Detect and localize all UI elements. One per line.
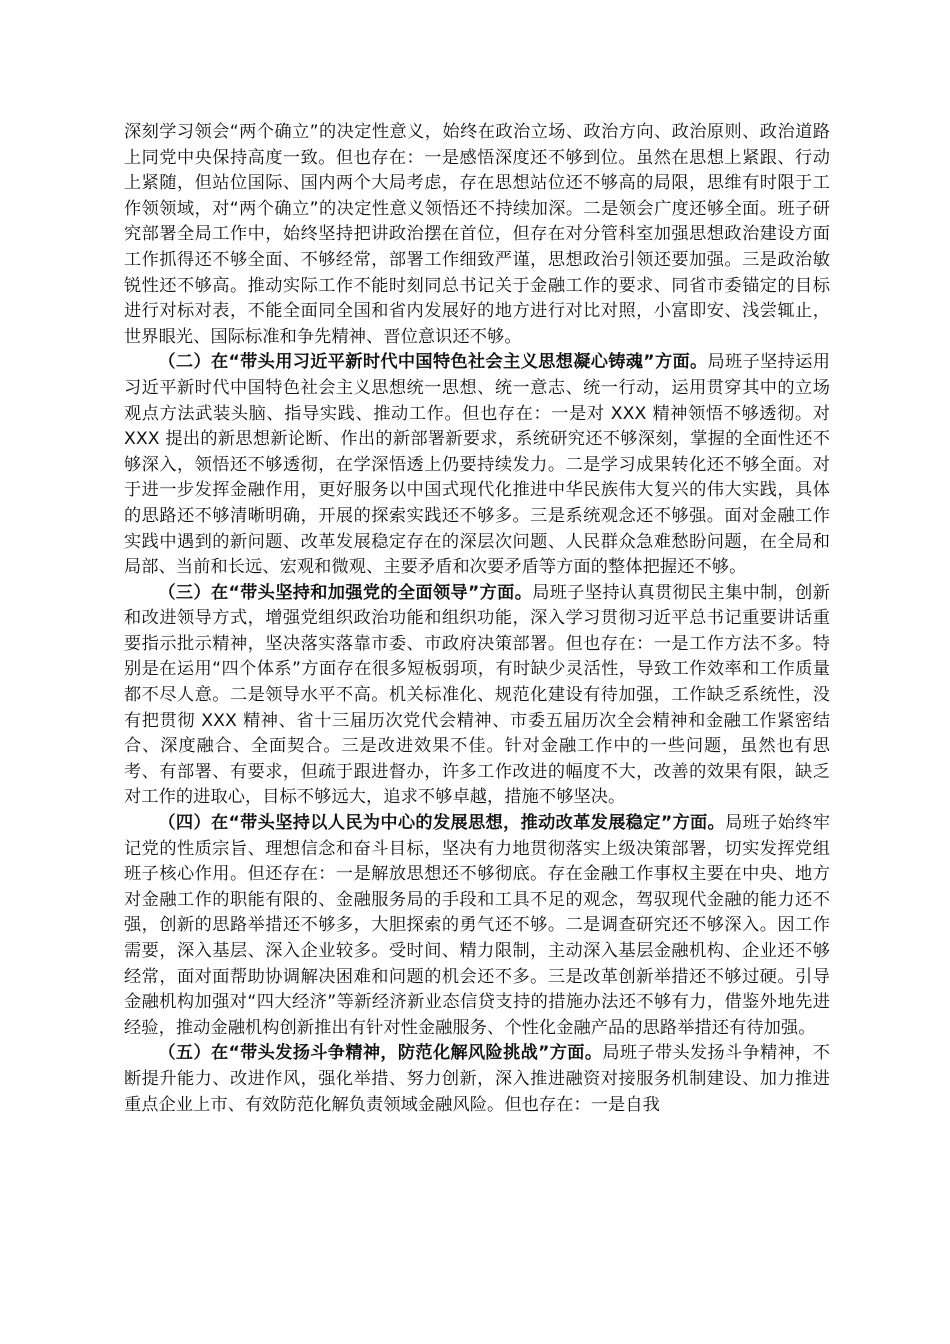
paragraph-1-text: 深刻学习领会“两个确立”的决定性意义，始终在政治立场、政治方向、政治原则、政治道路上同党中央保持高度一致。但也存在：一是感悟深度还不够到位。虽然在思想上紧跟、行动上紧随，但站位国际、国内两个大局考虑，存在思想站位还不够高的局限，思维有时限于工作领领域，对“两个确立”的决定性意义领悟还不持续加深。二是领会广度还够全面。班子研究部署全局工作中，始终坚持把讲政治摆在首位，但存在对分管科室加强思想政治建设方面工作抓得还不够全面、不够经常，部署工作细致严谨，思想政治引领还要加强。三是政治敏锐性还不够高。推动实际工作不能时刻同总书记关于金融工作的要求、同省市委锚定的目标进行对标对表，不能全面同全国和省内发展好的地方进行对比对照，小富即安、浅尝辄止，世界眼光、国际标准和争先精神、晋位意识还不够。 <box>124 122 830 347</box>
paragraph-4-heading: （四）在“带头坚持以人民为中心的发展思想，推动改革发展稳定”方面。 <box>158 813 726 834</box>
paragraph-5 <box>124 1041 830 1118</box>
paragraph-2-text: 局班子坚持运用习近平新时代中国特色社会主义思想统一思想、统一意志、统一行动，运用贯穿其中的立场观点方法武装头脑、指导实践、推动工作。但也存在：一是对 XXX 精神领悟不够透彻。对 XXX 提出的新思想新论断、作出的新部署新要求，系统研究还不够深刻，掌握的全面性还不够深入，领悟还不够透彻，在学深悟透上仍要持续发力。二是学习成果转化还不够全面。对于进一步发挥金融作用，更好服务以中国式现代化推进中华民族伟大复兴的伟大实践，具体的思路还不够清晰明确，开展的探索实践还不够多。三是系统观念还不够强。面对金融工作实践中遇到的新问题、改革发展稳定存在的深层次问题、人民群众急难愁盼问题，在全局和局部、当前和长远、宏观和微观、主要矛盾和次要矛盾等方面的整体把握还不够。 <box>124 352 831 578</box>
paragraph-5-heading: （五）在“带头发扬斗争精神，防范化解风险挑战”方面。 <box>158 1043 603 1064</box>
paragraph-3-text: 局班子坚持认真贯彻民主集中制，创新和改进领导方式，增强党组织政治功能和组织功能，深入学习贯彻习近平总书记重要讲话重要指示批示精神，坚决落实落靠市委、市政府决策部署。但也存在：一是工作方法不多。特别是在运用“四个体系”方面存在很多短板弱项，有时缺少灵活性，导致工作效率和工作质量都不尽人意。二是领导水平不高。机关标准化、规范化建设有待加强，工作缺乏系统性，没有把贯彻 XXX 精神、省十三届历次党代会精神、市委五届历次全会精神和金融工作紧密结合、深度融合、全面契合。三是改进效果不佳。针对金融工作中的一些问题，虽然也有思考、有部署、有要求，但疏于跟进督办，许多工作改进的幅度不大，改善的效果有限，缺乏对工作的进取心，目标不够远大，追求不够卓越，措施不够坚决。 <box>124 582 831 808</box>
paragraph-1 <box>124 120 830 350</box>
paragraph-3 <box>124 581 830 811</box>
paragraph-3-heading: （三）在“带头坚持和加强党的全面领导”方面。 <box>158 582 533 603</box>
paragraph-4 <box>124 811 830 1041</box>
paragraph-2 <box>124 350 830 580</box>
document-body <box>124 120 830 1118</box>
paragraph-5-text: 局班子带头发扬斗争精神，不断提升能力、改进作风，强化举措、努力创新，深入推进融资对接服务机制建设、加力推进重点企业上市、有效防范化解负责领域金融风险。但也存在：一是自我 <box>124 1043 830 1115</box>
paragraph-2-heading: （二）在“带头用习近平新时代中国特色社会主义思想凝心铸魂”方面。 <box>158 352 708 373</box>
paragraph-4-text: 局班子始终牢记党的性质宗旨、理想信念和奋斗目标，坚决有力地贯彻落实上级决策部署，切实发挥党组班子核心作用。但还存在：一是解放思想还不够彻底。存在金融工作事权主要在中央、地方对金融工作的职能有限的、金融服务局的手段和工具不足的观念，驾驭现代金融的能力还不强，创新的思路举措还不够多，大胆探索的勇气还不够。二是调查研究还不够深入。因工作需要，深入基层、深入企业较多。受时间、精力限制，主动深入基层金融机构、企业还不够经常，面对面帮助协调解决困难和问题的机会还不多。三是改革创新举措还不够过硬。引导金融机构加强对“四大经济”等新经济新业态信贷支持的措施办法还不够有力，借鉴外地先进经验，推动金融机构创新推出有针对性金融服务、个性化金融产品的思路举措还有待加强。 <box>124 813 830 1038</box>
